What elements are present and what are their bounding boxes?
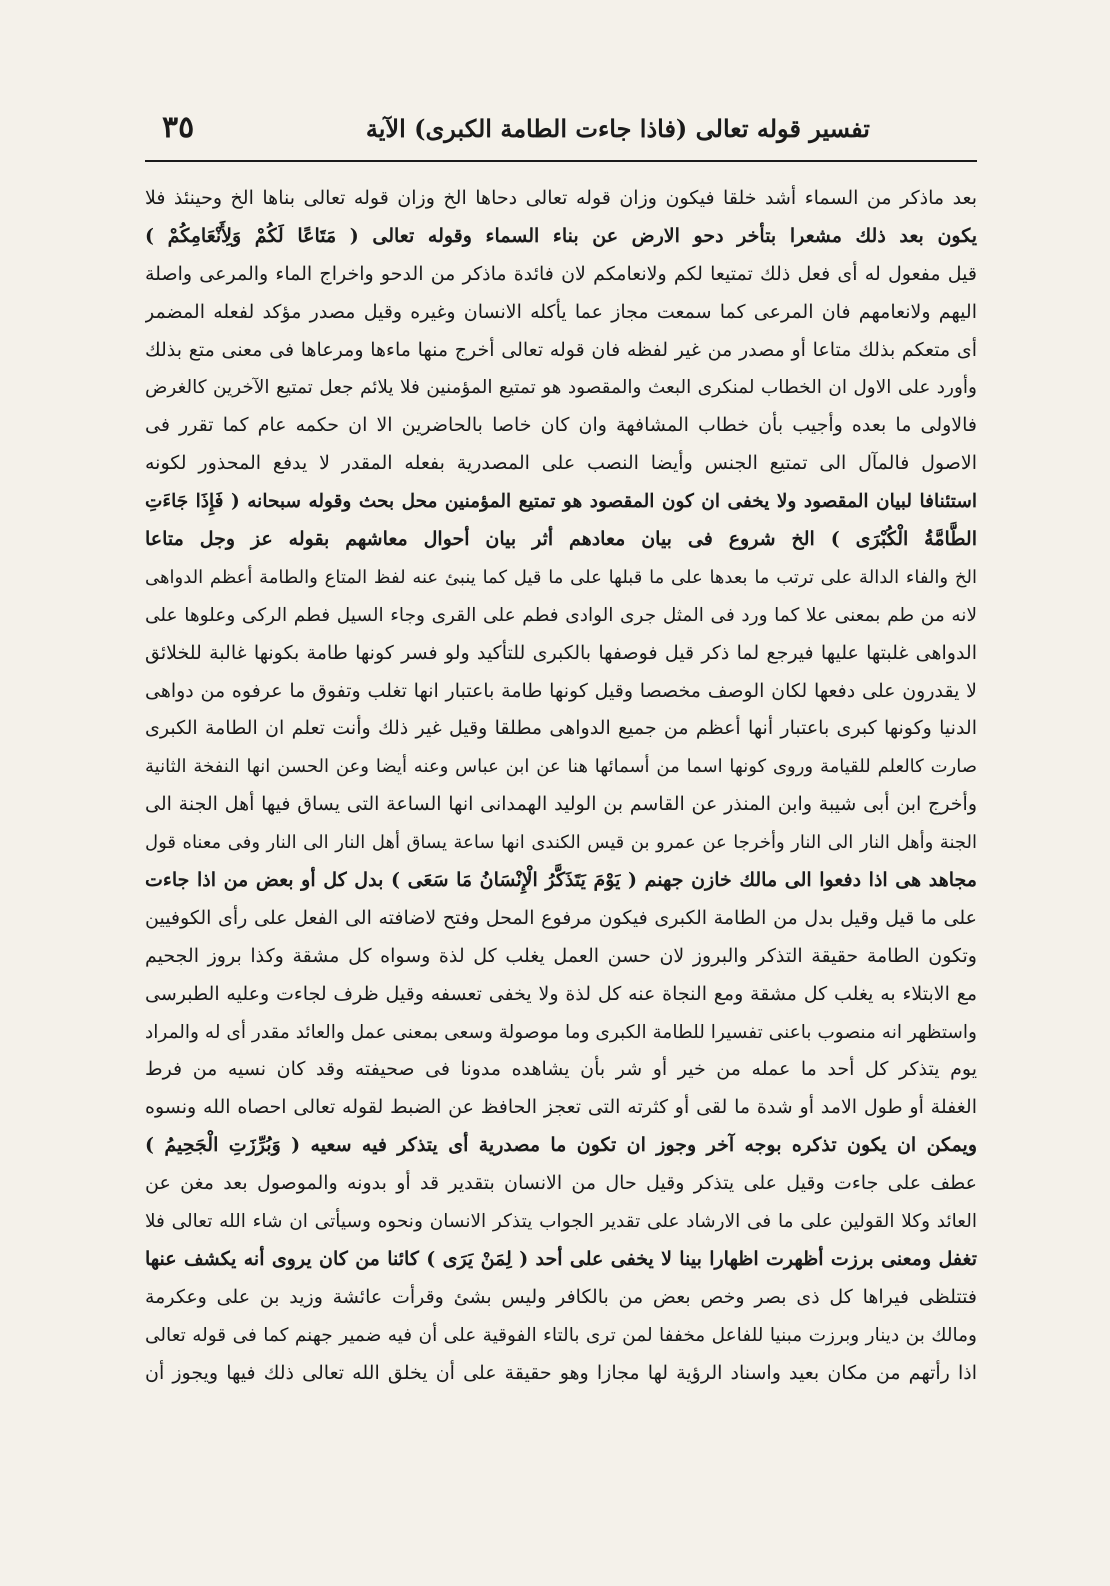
text-line-11: الخ والفاء الدالة على ترتب ما بعدها على ما قبلها على ما قيل كما ينبئ عنه لفظ المتاع والطامة أعظم الدواهى: [145, 566, 977, 588]
header-rule: [145, 160, 977, 162]
text-line-15: الدنيا وكونها كبرى باعتبار أنها أعظم من جميع الدواهى مطلقا وقيل غير ذلك وأنت تعلم ان الطامة الكبرى: [145, 717, 977, 740]
text-line-18: الجنة وأهل النار الى النار وأخرجا عن عمرو بن قيس الكندى انها ساعة يساق أهل النار الى النار وفى معناه قول: [145, 832, 977, 854]
text-line-26: ويمكن ان يكون تذكره بوجه آخر وجوز ان تكون ما مصدرية أى يتذكر فيه سعيه ( وَبُرِّزَتِ الْجَحِيمُ ): [145, 1134, 977, 1157]
text-line-3: قيل مفعول له أى فعل ذلك تمتيعا لكم ولانعامكم لان فائدة ماذكر من الدحو واخراج الماء والمرعى واصلة: [145, 262, 977, 285]
text-line-27: عطف على جاءت وقيل على يتذكر وقيل حال من الانسان بتقدير قد أو بدونه والموصول بعد مغن عن: [145, 1172, 977, 1195]
header-title: تفسير قوله تعالى (فاذا جاءت الطامة الكبرى) الآية: [365, 114, 870, 143]
text-line-10: الطَّامَّةُ الْكُبْرَى ) الخ شروع فى بيان معادهم أثر بيان أحوال معاشهم بقوله عز وجل متاعا: [145, 528, 977, 551]
running-header: [140, 108, 980, 156]
text-line-19: مجاهد هى اذا دفعوا الى مالك خازن جهنم ( يَوْمَ يَتَذَكَّرُ الْإِنْسَانُ مَا سَعَى ) بدل كل أو بعض من اذا جاءت: [145, 869, 977, 892]
text-line-14: لا يقدرون على دفعها لكان الوصف مخصصا وقيل كونها طامة باعتبار انها تغلب وتفوق ما عرفوه من دواهى: [145, 679, 977, 702]
body-text: [145, 180, 977, 1393]
page-number: ٣٥: [162, 110, 195, 145]
text-line-2: يكون بعد ذلك مشعرا بتأخر دحو الارض عن بناء السماء وقوله تعالى ( مَتَاعًا لَكُمْ وَلِأَنْعَامِكُمْ ): [145, 224, 977, 247]
text-line-21: وتكون الطامة حقيقة التذكر والبروز لان حسن العمل يغلب كل لذة وسواه كل مشقة وكذا بروز الجحيم: [145, 944, 977, 967]
text-line-29: تغفل ومعنى برزت أظهرت اظهارا بينا لا يخفى على أحد ( لِمَنْ يَرَى ) كائنا من كان يروى أنه يكشف عنها: [145, 1247, 977, 1270]
text-line-22: مع الابتلاء به يغلب كل مشقة ومع النجاة عنه كل لذة ولا يخفى تعسفه وقيل ظرف لجاءت وعليه الطبرسى: [145, 982, 977, 1005]
text-line-12: لانه من طم بمعنى علا كما ورد فى المثل جرى الوادى فطم على القرى وجاء السيل فطم الركى وعلوها على: [145, 604, 977, 626]
text-line-25: الغفلة أو طول الامد أو شدة ما لقى أو كثرته التى تعجز الحافظ عن الضبط لقوله تعالى احصاه الله ونسوه: [145, 1096, 977, 1119]
text-line-20: على ما قيل وقيل بدل من الطامة الكبرى فيكون مرفوع المحل وفتح لاضافته الى الفعل على رأى الكوفيين: [145, 906, 977, 929]
text-line-16: صارت كالعلم للقيامة وروى كونها اسما من أسمائها هنا عن ابن عباس وعنه أيضا وعن الحسن انها النفخة الثانية: [145, 756, 977, 778]
text-line-17: وأخرج ابن أبى شيبة وابن المنذر عن القاسم بن الوليد الهمدانى انها الساعة التى يساق فيها أهل الجنة الى: [145, 793, 977, 816]
text-line-23: واستظهر انه منصوب باعنى تفسيرا للطامة الكبرى وما موصولة وسعى بمعنى عمل والعائد مقدر أى له والمراد: [145, 1021, 977, 1043]
text-line-1: بعد ماذكر من السماء أشد خلقا فيكون وزان قوله تعالى دحاها الخ وزان قوله تعالى بناها الخ وحينئذ فلا: [145, 187, 977, 209]
text-line-7: فالاولى ما بعده وأجيب بأن خطاب المشافهة وان كان خاصا بالحاضرين الا ان حكمه عام كما تقرر فى: [145, 414, 977, 437]
text-line-31: ومالك بن دينار وبرزت مبنيا للفاعل مخففا لمن ترى بالتاء الفوقية على أن فيه ضمير جهنم كما فى قوله تعالى: [145, 1324, 977, 1346]
text-line-30: فتتلظى فيراها كل ذى بصر وخص بعض من بالكافر وليس بشئ وقرأت عائشة وزيد بن على وعكرمة: [145, 1285, 977, 1308]
text-line-13: الدواهى غلبتها عليها فيرجع لما ذكر قيل فوصفها بالكبرى للتأكيد ولو فسر كونها طامة بكونها غالبة للخلائق: [145, 641, 977, 664]
text-line-6: وأورد على الاول ان الخطاب لمنكرى البعث والمقصود هو تمتيع المؤمنين فلا يلائم جعل تمتيع الآخرين كالغرض: [145, 377, 977, 399]
text-line-9: استئنافا لبيان المقصود ولا يخفى ان كون المقصود هو تمتيع المؤمنين محل بحث وقوله سبحانه ( فَإِذَا جَاءَتِ: [145, 491, 977, 513]
text-line-28: العائد وكلا القولين على ما فى الارشاد على تقدير الجواب يتذكر الانسان ونحوه وسيأتى ان شاء الله تعالى فلا: [145, 1211, 977, 1233]
text-line-8: الاصول فالمآل الى تمتيع الجنس وأيضا النصب على المصدرية بفعله المقدر لا يدفع المحذور لكونه: [145, 452, 977, 475]
text-line-5: أى متعكم بذلك متاعا أو مصدر من غير لفظه فان قوله تعالى أخرج منها ماءها ومرعاها فى معنى متع بذلك: [145, 338, 977, 361]
text-line-32: اذا رأتهم من مكان بعيد واسناد الرؤية لها مجازا وهو حقيقة على أن يخلق الله تعالى ذلك فيها ويجوز أن: [145, 1361, 977, 1384]
text-line-24: يوم يتذكر كل أحد ما عمله من خير أو شر بأن يشاهده مدونا فى صحيفته وقد كان نسيه من فرط: [145, 1058, 977, 1081]
text-line-4: اليهم ولانعامهم فان المرعى كما سمعت مجاز عما يأكله الانسان وغيره وقيل مصدر مؤكد لفعله المضمر: [145, 300, 977, 323]
